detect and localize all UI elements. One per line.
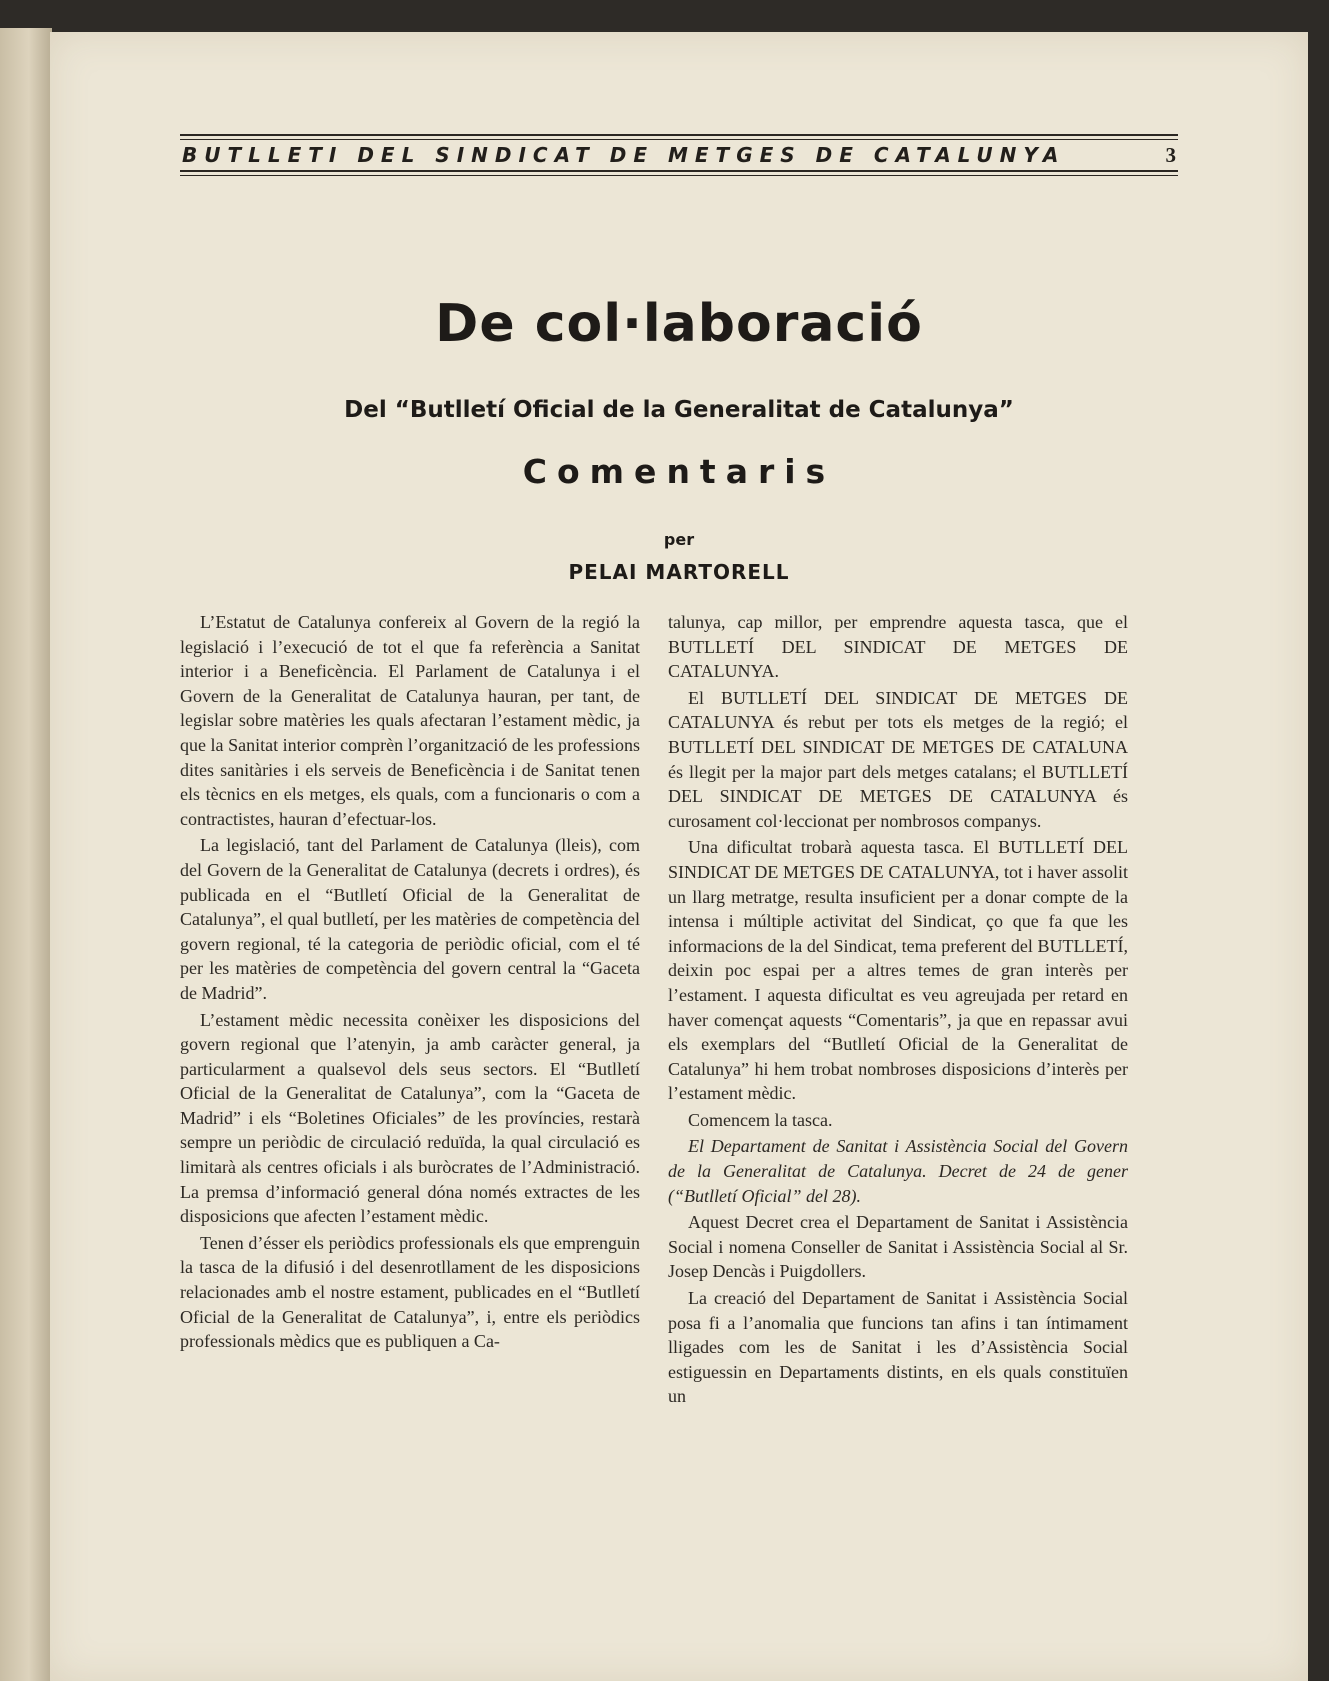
- book-spine: [0, 28, 52, 1681]
- running-header: [180, 134, 1178, 176]
- article-title: De col·laboració: [435, 294, 923, 354]
- decree-heading: El Departament de Sanitat i Assistència Social del Govern de la Generalitat de Catalunya. Decret de 24 de gener (“Butlletí Oficial” del 28).: [668, 1136, 1128, 1206]
- paragraph: L’Estatut de Catalunya confereix al Govern de la regió la legislació i l’execució de tot el que fa referència a Sanitat interior i a Beneficència. El Parlament de Catalunya i el Govern de la Generalitat de Catalunya hauran, per tant, de legislar sobre matèries les quals afectaran l’estament mèdic, ja que la Sanitat interior comprèn l’organització de les professions dites sanitàries i els serveis de Beneficència i de Sanitat tenen els tècnics en els metges, els quals, com a funcionaris o com a contractistes, hauran d’efectuar-los.: [180, 612, 640, 829]
- paragraph: Aquest Decret crea el Departament de Sanitat i Assistència Social i nomena Conseller de Sanitat i Assistència Social al Sr. Josep Dencàs i Puigdollers.: [668, 1212, 1128, 1282]
- paragraph: Tenen d’ésser els periòdics professionals els que emprenguin la tasca de la difusió i del desenrotllament de les disposicions relacionades amb el nostre estament, publicades en el “Butlletí Oficial de la Generalitat de Catalunya”, i, entre els periòdics professionals mèdics que es publiquen a Ca-: [180, 1232, 640, 1352]
- paragraph: L’estament mèdic necessita conèixer les disposicions del govern regional que l’atenyin, ja amb caràcter general, ja particularment a qualsevol dels seus sectors. El “Butlletí Oficial de la Generalitat de Catalunya”, com la “Gaceta de Madrid” i els “Boletines Oficiales” de les províncies, restarà sempre un periòdic de circulació reduïda, la qual circulació es limitarà als centres oficials i als buròcrates de l’Administració. La premsa d’informació general dóna només extractes de les disposicions que afecten l’estament mèdic.: [180, 1009, 640, 1227]
- paragraph: Comencem la tasca.: [688, 1109, 833, 1130]
- book-page: [50, 32, 1308, 1681]
- section-title: Comentaris: [522, 452, 836, 491]
- paragraph: El BUTLLETÍ DEL SINDICAT DE METGES DE CATALUNYA és rebut per tots els metges de la regió; el BUTLLETÍ DEL SINDICAT DE METGES DE CATALUNA és llegit per la major part dels metges catalans; el BUTLLETÍ DEL SINDICAT DE METGES DE CATALUNYA és curosament col·leccionat per nombrosos companys.: [668, 687, 1128, 831]
- author-name: PELAI MARTORELL: [568, 560, 790, 584]
- left-column: [180, 610, 640, 1356]
- page-number: 3: [1165, 142, 1176, 167]
- header-rule-top: [180, 134, 1178, 136]
- header-rule-bottom: [180, 170, 1178, 172]
- paragraph: La creació del Departament de Sanitat i Assistència Social posa fi a l’anomalia que funcions tan afins i tan íntimament lligades com les de Sanitat i les d’Assistència Social estiguessin en Departaments distints, en els quals constituïen un: [668, 1288, 1128, 1407]
- header-row: [180, 140, 1178, 170]
- paragraph: Una dificultat trobarà aquesta tasca. El BUTLLETÍ DEL SINDICAT DE METGES DE CATALUNYA, tot i haver assolit un llarg metratge, resulta insuficient per a donar compte de la intensa i múltiple activitat del Sindicat, ço que fa que les informacions de la del Sindicat, tema preferent del BUTLLETÍ, deixin poc espai per a altres temes de gran interès per l’estament. I aquesta dificultat es veu agreujada per retard en haver començat aquests “Comentaris”, ja que en repassar avui els exemplars del “Butlletí Oficial de la Generalitat de Catalunya” hi hem trobat nombroses disposicions d’interès per l’estament mèdic.: [668, 837, 1128, 1104]
- paragraph: La legislació, tant del Parlament de Catalunya (lleis), com del Govern de la Generalitat de Catalunya (decrets i ordres), és publicada en el “Butlletí Oficial de la Generalitat de Catalunya”, el qual butlletí, per les matèries de competència del govern regional, té la categoria de periòdic oficial, com el té per les matèries de competència del govern central la “Gaceta de Madrid”.: [180, 835, 640, 1003]
- article-subtitle: Del “Butlletí Oficial de la Generalitat de Catalunya”: [344, 397, 1014, 423]
- running-title: BUTLLETI DEL SINDICAT DE METGES DE CATALUNYA: [182, 143, 1066, 167]
- byline-prefix: per: [663, 530, 695, 549]
- header-rule-bottom-thin: [180, 175, 1178, 176]
- right-column: [668, 610, 1128, 1411]
- paragraph-continued: talunya, cap millor, per emprendre aquesta tasca, que el BUTLLETÍ DEL SINDICAT DE METGES DE CATALUNYA.: [668, 612, 1128, 682]
